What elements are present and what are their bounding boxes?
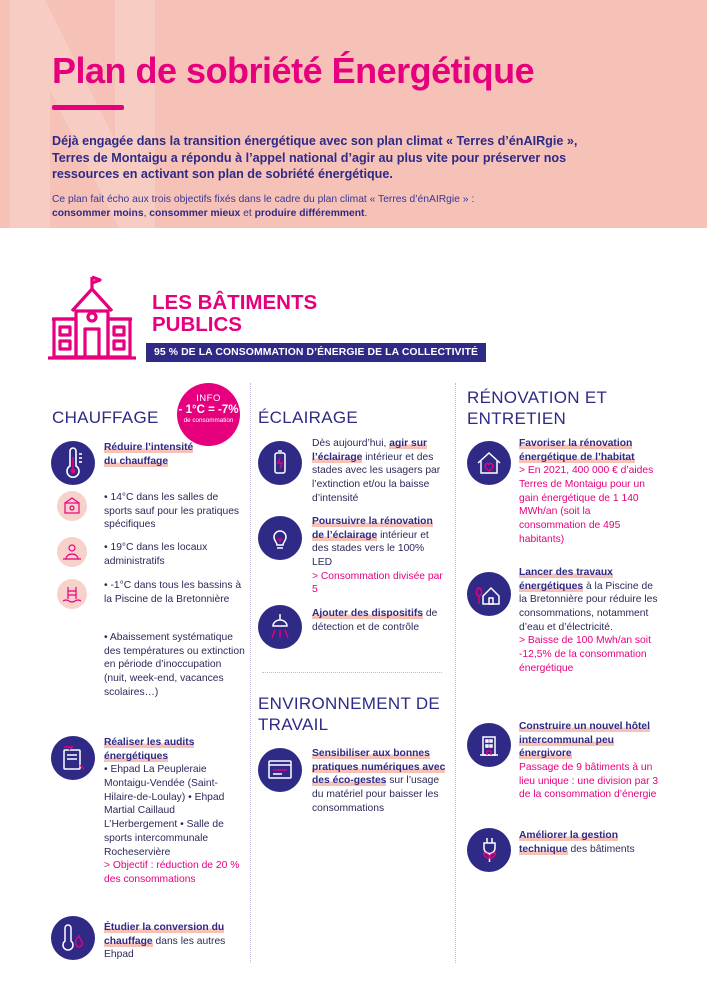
highlight-text: Lancer des travaux énergétiques [519,567,613,592]
chauffage-bullet-4: • Abaissement systématique des températures ou extinction en période d’inoccupation (nuit, week-end, vacances scolaires…) [104,632,245,698]
thermometer-flame-icon [51,916,95,960]
objective-3: produire différemment [254,207,365,219]
objective-2: consommer mieux [149,207,241,219]
hotel-detail: Passage de 9 bâtiments à un lieu unique : une division par 3 de la consommation d’énergie [519,762,659,801]
eclairage-item-1 [312,437,447,505]
renovation-item-4 [519,829,659,856]
plug-leaf-icon [467,828,511,872]
audit-objective: > Objectif : réduction de 20 % des consommations [104,860,240,885]
highlight-text: Construire un nouvel hôtel intercommunal peu énergivore [519,721,651,760]
led-result: > Consommation divisée par 5 [312,570,443,596]
highlight-text: Favoriser la rénovation énergétique de l’habitat [519,438,635,463]
eclairage-lead: Dès aujourd’hui, [312,438,390,449]
conversion-detail: dans les autres Ehpad [104,935,226,961]
header-banner [0,0,707,228]
column-divider [455,383,456,963]
highlight-text: Poursuivre la rénovation de l’éclairage [312,516,433,541]
house-tree-icon [467,572,511,616]
highlight-text: Sensibiliser aux bonnes pratiques numériques avec des éco-gestes [312,748,446,787]
pool-works-detail: à la Piscine de la Bretonnière pour réduire les consommations, notamment d’eau et d’électricité. [519,580,658,633]
eclairage-detail: intérieur et des stades avec les usagers par l’extinction et/ou la baisse d’intensité [312,451,441,504]
chauffage-item-3 [104,921,244,962]
info-label: INFO [196,393,221,404]
highlight-text: Améliorer la gestion technique [519,830,618,855]
section-subtitle-band: 95 % DE LA CONSOMMATION D’ÉNERGIE DE LA COLLECTIVITÉ [146,343,486,362]
chauffage-bullet-2: • 19°C dans les locaux administratifs [104,542,208,567]
objectives-lead: Ce plan fait écho aux trois objectifs fixés dans le cadre du plan climat « Terres d’énAIRgie » : [52,194,475,205]
objective-end: . [364,207,368,219]
environnement-item-1 [312,747,450,815]
browser-window-icon [258,748,302,792]
chauffage-bullet-1: • 14°C dans les salles de sports sauf pour les pratiques spécifiques [104,492,240,531]
eco-gestures-detail: sur l’usage du matériel pour baisser les consommations [312,775,440,814]
detection-detail: de détection et de contrôle [312,608,438,633]
pool-icon [57,579,87,609]
intro-paragraph: Déjà engagée dans la transition énergétique avec son plan climat « Terres d’énAIRgie », Terres de Montaigu a répondu à l’appel national d’agir au plus vite pour préserver nos ressources en activant son plan de sobriété énergétique. [52,134,578,182]
objective-1: consommer moins [52,207,144,219]
ceiling-lamp-icon [258,605,302,649]
lightbulb-battery-icon [258,441,302,485]
eclairage-heading: ÉCLAIRAGE [258,408,359,427]
sports-hall-icon [57,491,87,521]
highlight-text: Ajouter des dispositifs [312,608,423,619]
objective-separator: , [143,207,150,219]
renovation-item-1 [519,437,659,547]
environnement-heading: ENVIRONNEMENT DE TRAVAIL [258,694,441,735]
title-underline [52,105,124,110]
row-divider [262,672,442,673]
highlight-text: Réaliser les audits énergétiques [104,737,195,762]
led-detail: intérieur et des stades vers le 100% LED [312,529,429,569]
building-icon [48,273,136,363]
chauffage-heading: CHAUFFAGE [52,408,159,427]
eclairage-item-3 [312,607,447,634]
highlight-text: Réduire l’intensité du chauffage [104,442,194,467]
info-note: de consommation [183,417,234,425]
chauffage-bullet-3: • -1°C dans tous les bassins à la Piscine de la Bretonnière [104,580,242,605]
technical-management-detail: des bâtiments [567,843,635,855]
audit-locations: • Ehpad La Peupleraie Montaigu-Vendée (Saint-Hilaire-de-Loulay) • Ehpad Martial Caillaud L’Herbergement • Salle de sports intercommunale Rocheservière [104,764,225,858]
objectives-paragraph [52,193,612,221]
chauffage-item-2 [104,736,249,887]
info-badge [177,383,240,446]
page-title: Plan de sobriété Énergétique [52,50,535,91]
renovation-item-2 [519,566,659,676]
highlight-text: Étudier la conversion du chauffage [104,922,225,947]
info-value: - 1°C = -7% [178,404,239,416]
thermometer-icon [51,441,95,485]
renovation-item-3 [519,720,659,802]
office-icon [57,537,87,567]
section-title: LES BÂTIMENTS PUBLICS [152,291,318,336]
objective-separator: et [240,207,255,219]
habitat-aid-figures: > En 2021, 400 000 € d’aides Terres de Montaigu pour un gain énergétique de 1 140 MWh/an (soit la consommation de 495 habitants) [519,465,654,545]
led-bulb-icon [258,516,302,560]
pool-works-result: > Baisse de 100 Mwh/an soit -12,5% de la consommation énergétique [519,635,651,674]
column-divider [250,383,251,963]
hotel-building-icon [467,723,511,767]
house-heart-icon [467,441,511,485]
renovation-heading: RÉNOVATION ET ENTRETIEN [467,388,607,429]
highlight-text: agir sur l’éclairage [312,438,428,463]
chauffage-item-1-title [104,441,204,468]
report-icon [51,736,95,780]
eclairage-item-2 [312,515,447,597]
